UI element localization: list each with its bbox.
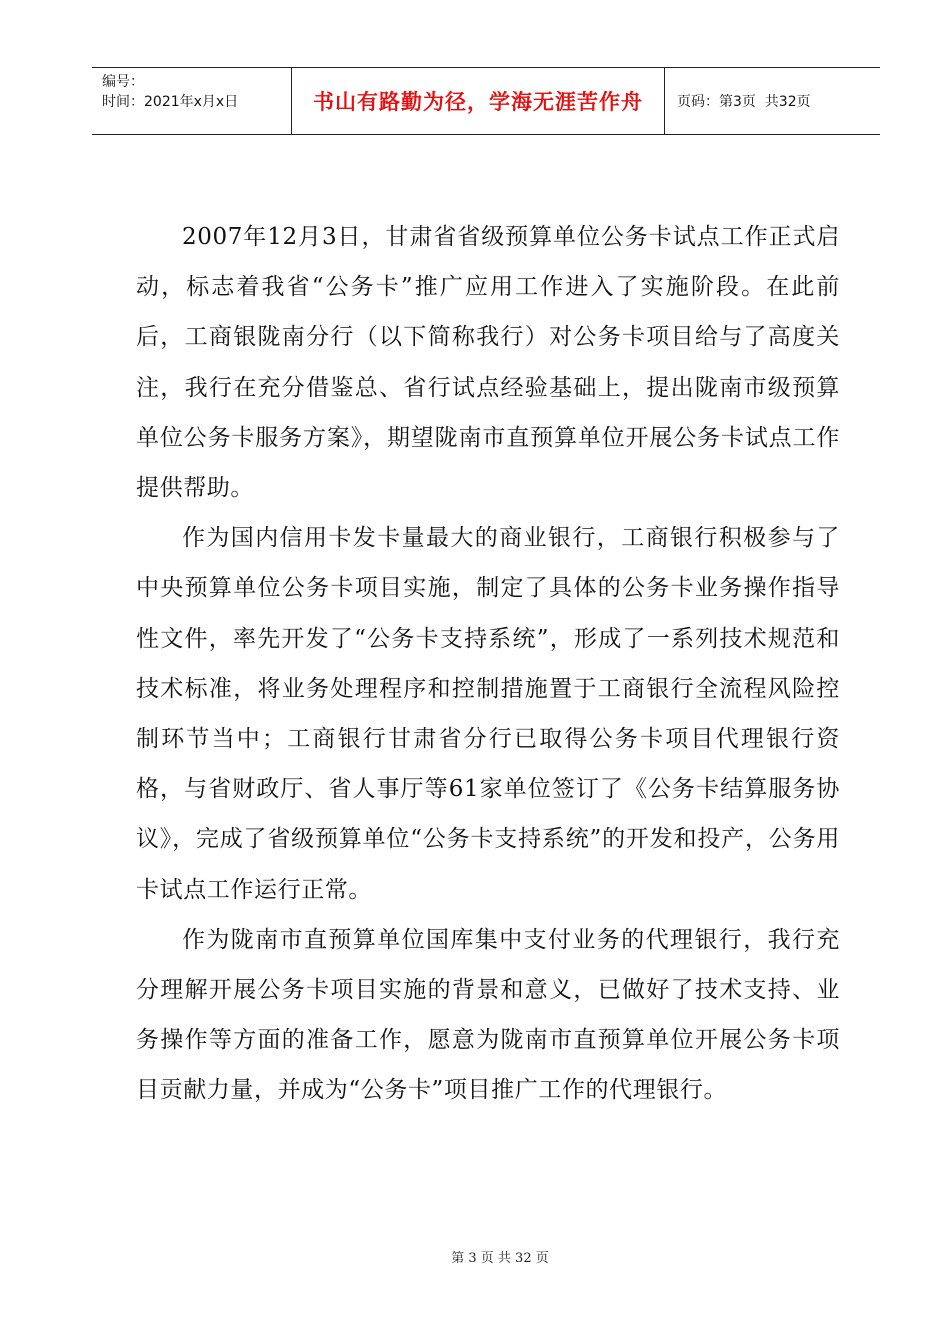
- document-body: [136, 212, 840, 1116]
- body-paragraph-3: 作为陇南市直预算单位国库集中支付业务的代理银行，我行充分理解开展公务卡项目实施的背景和意义，已做好了技术支持、业务操作等方面的准备工作，愿意为陇南市直预算单位开展公务卡项目贡献力量，并成为“公务卡”项目推广工作的代理银行。: [136, 926, 840, 1104]
- header-motto: 书山有路勤为径，学海无涯苦作舟: [292, 68, 665, 134]
- document-time-label: 时间：2021年x月x日: [102, 94, 239, 110]
- document-number-label: 编号：: [102, 74, 144, 90]
- body-paragraph-2: 作为国内信用卡发卡量最大的商业银行，工商银行积极参与了中央预算单位公务卡项目实施，制定了具体的公务卡业务操作指导性文件，率先开发了“公务卡支持系统”，形成了一系列技术规范和技术标准，将业务处理程序和控制措施置于工商银行全流程风险控制环节当中；工商银行甘肃省分行已取得公务卡项目代理银行资格，与省财政厅、省人事厅等61家单位签订了《公务卡结算服务协议》，完成了省级预算单位“公务卡支持系统”的开发和投产，公务用卡试点工作运行正常。: [136, 525, 840, 903]
- page-footer: 第 3 页 共 32 页: [451, 1251, 549, 1266]
- header-page-cell: [665, 68, 880, 134]
- body-paragraph-1: 2007年12月3日，甘肃省省级预算单位公务卡试点工作正式启动，标志着我省“公务卡”推广应用工作进入了实施阶段。在此前后，工商银陇南分行（以下简称我行）对公务卡项目给与了高度关注，我行在充分借鉴总、省行试点经验基础上，提出陇南市级预算单位公务卡服务方案》，期望陇南市直预算单位开展公务卡试点工作提供帮助。: [136, 224, 840, 502]
- header-meta-cell: [92, 68, 292, 134]
- header-page-info: 页码：第3页 共32页: [677, 94, 811, 110]
- page-header: [92, 67, 880, 135]
